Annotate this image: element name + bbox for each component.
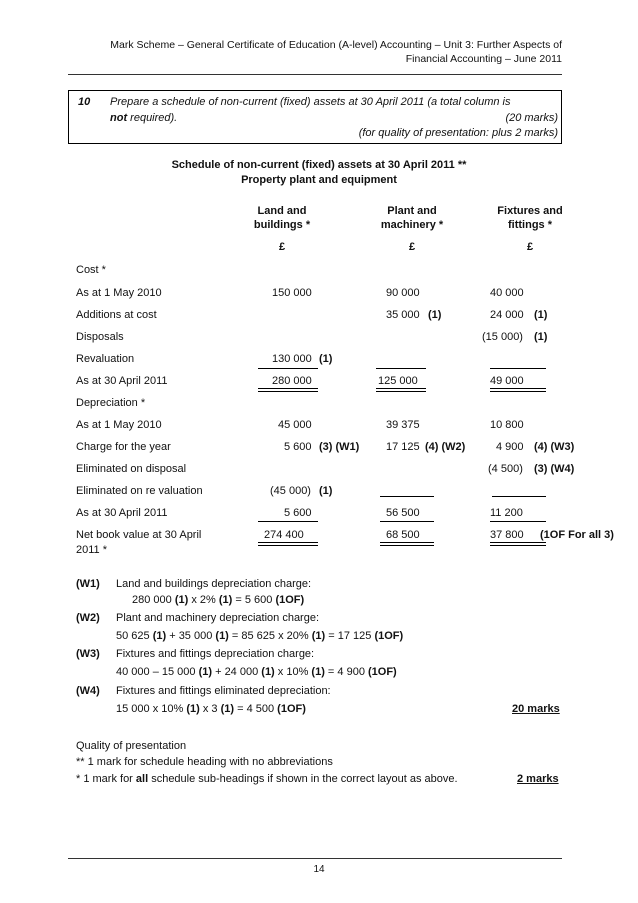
charge-plant-mark: (4) (W2) xyxy=(425,441,466,453)
footer-rule xyxy=(68,858,562,859)
additions-fixtures: 24 000 xyxy=(490,309,524,321)
underline-cost-fixtures xyxy=(490,368,546,369)
nbv-land: 274 400 xyxy=(264,529,304,541)
double-underline-nbv-plant xyxy=(380,542,434,546)
elim-disposal-fixtures: (4 500) xyxy=(488,463,523,475)
working-1-mark: (1OF) xyxy=(275,594,305,606)
working-2-calc-part: + 35 000 xyxy=(166,630,216,642)
question-text-line-2-rest: required). xyxy=(127,112,178,124)
working-4-tag: (W4) xyxy=(76,685,100,697)
working-3-mark: (1) xyxy=(311,666,325,678)
question-marks: (20 marks) xyxy=(505,112,558,124)
additions-plant-mark: (1) xyxy=(428,309,442,321)
working-2-mark: (1) xyxy=(215,630,229,642)
working-2-tag: (W2) xyxy=(76,612,100,624)
working-4-mark: (1OF) xyxy=(277,703,306,715)
schedule-title: Schedule of non-current (fixed) assets at 30 April 2011 ** xyxy=(171,159,467,171)
qop-line-2-post: schedule sub-headings if shown in the correct layout as above. xyxy=(148,773,458,785)
underline-dep-fixtures xyxy=(490,521,546,522)
charge-plant: 17 125 xyxy=(386,441,420,453)
underline-cost-plant xyxy=(376,368,426,369)
charge-label: Charge for the year xyxy=(76,441,171,453)
disposals-fixtures: (15 000) xyxy=(482,331,523,343)
col-land-buildings-currency: £ xyxy=(278,241,286,253)
col-land-buildings-line-2: buildings * xyxy=(253,219,311,231)
charge-fixtures-mark: (4) (W3) xyxy=(534,441,575,453)
running-header-line-2: Financial Accounting – June 2011 xyxy=(405,53,562,65)
revaluation-land-mark: (1) xyxy=(319,353,333,365)
working-2-calc-part: = 85 625 x 20% xyxy=(228,630,312,642)
elim-disposal-fixtures-mark: (3) (W4) xyxy=(534,463,575,475)
qop-line-1: ** 1 mark for schedule heading with no abbreviations xyxy=(76,756,333,768)
working-1-mark: (1) xyxy=(174,594,189,606)
question-text-line-1: Prepare a schedule of non-current (fixed) assets at 30 April 2011 (a total column is xyxy=(110,96,511,108)
underline-cost-land xyxy=(258,368,318,369)
double-underline-cost-fixtures xyxy=(490,388,546,392)
question-number: 10 xyxy=(78,96,91,108)
working-1-mark: (1) xyxy=(218,594,233,606)
col-fixtures-fittings-line-1: Fixtures and xyxy=(497,205,563,217)
disposals-fixtures-mark: (1) xyxy=(534,331,548,343)
depreciation-heading: Depreciation * xyxy=(76,397,146,409)
col-plant-machinery-currency: £ xyxy=(408,241,416,253)
total-marks: 20 marks xyxy=(512,703,560,715)
cost-opening-fixtures: 40 000 xyxy=(490,287,524,299)
working-3-calc xyxy=(116,666,397,678)
working-3-calc-part: = 4 900 xyxy=(324,666,368,678)
cost-closing-land: 280 000 xyxy=(272,375,312,387)
working-4-mark: (1) xyxy=(186,703,200,715)
qop-line-2 xyxy=(76,773,458,785)
dep-opening-fixtures: 10 800 xyxy=(490,419,524,431)
working-2-calc xyxy=(116,630,403,642)
cost-opening-label: As at 1 May 2010 xyxy=(76,287,162,299)
cost-closing-plant: 125 000 xyxy=(378,375,418,387)
charge-land-mark: (3) (W1) xyxy=(319,441,360,453)
cost-opening-land: 150 000 xyxy=(272,287,312,299)
cost-opening-plant: 90 000 xyxy=(386,287,420,299)
col-fixtures-fittings-line-2: fittings * xyxy=(508,219,552,231)
working-2-mark: (1) xyxy=(311,630,326,642)
charge-land: 5 600 xyxy=(284,441,312,453)
header-rule xyxy=(68,74,562,75)
dep-closing-land: 5 600 xyxy=(284,507,312,519)
working-1-calc-part: = 5 600 xyxy=(232,594,276,606)
revaluation-land: 130 000 xyxy=(272,353,312,365)
underline-elim-fixtures xyxy=(492,496,546,497)
charge-fixtures: 4 900 xyxy=(496,441,524,453)
working-4-calc xyxy=(116,703,306,715)
nbv-plant: 68 500 xyxy=(386,529,420,541)
page-number: 14 xyxy=(313,864,325,875)
working-3-calc-part: x 10% xyxy=(274,666,312,678)
question-text-line-2 xyxy=(110,112,177,124)
working-1-title: Land and buildings depreciation charge: xyxy=(116,578,312,590)
nbv-label-line-2: 2011 * xyxy=(76,544,107,556)
underline-dep-land xyxy=(258,521,318,522)
revaluation-label: Revaluation xyxy=(76,353,135,365)
working-1-calc xyxy=(132,594,304,606)
working-3-mark: (1OF) xyxy=(368,666,397,678)
dep-opening-label: As at 1 May 2010 xyxy=(76,419,162,431)
disposals-label: Disposals xyxy=(76,331,124,343)
working-2-mark: (1) xyxy=(152,630,167,642)
qop-heading: Quality of presentation xyxy=(76,740,187,752)
qop-line-2-pre: * 1 mark for xyxy=(76,773,136,785)
working-4-mark: (1) xyxy=(220,703,235,715)
dep-closing-fixtures: 11 200 xyxy=(490,507,523,519)
working-2-title: Plant and machinery depreciation charge: xyxy=(116,612,320,624)
col-fixtures-fittings-currency: £ xyxy=(526,241,534,253)
col-plant-machinery-line-1: Plant and xyxy=(387,205,437,217)
col-land-buildings-line-1: Land and xyxy=(257,205,307,217)
working-4-calc-part: x 3 xyxy=(199,703,221,715)
qop-all-emphasis: all xyxy=(135,773,149,785)
elim-reval-label: Eliminated on re valuation xyxy=(76,485,203,497)
cost-heading: Cost * xyxy=(76,264,106,276)
cost-closing-fixtures: 49 000 xyxy=(490,375,524,387)
dep-closing-label: As at 30 April 2011 xyxy=(76,507,168,519)
question-qop-marks: (for quality of presentation: plus 2 marks) xyxy=(358,127,558,139)
working-1-tag: (W1) xyxy=(76,578,100,590)
working-2-calc-part: = 17 125 xyxy=(325,630,375,642)
working-3-calc-part: 40 000 – 15 000 xyxy=(116,666,199,678)
working-3-mark: (1) xyxy=(261,666,275,678)
working-2-mark: (1OF) xyxy=(374,630,404,642)
underline-dep-plant xyxy=(380,521,434,522)
qop-marks: 2 marks xyxy=(517,773,559,785)
question-not-emphasis: not xyxy=(110,112,128,124)
nbv-fixtures: 37 800 xyxy=(490,529,524,541)
double-underline-nbv-land xyxy=(258,542,318,546)
running-header-line-1: Mark Scheme – General Certificate of Education (A-level) Accounting – Unit 3: Further Aspects of xyxy=(110,39,562,51)
working-3-tag: (W3) xyxy=(76,648,100,660)
working-3-calc-part: + 24 000 xyxy=(212,666,262,678)
elim-reval-land-mark: (1) xyxy=(319,485,333,497)
elim-reval-land: (45 000) xyxy=(270,485,311,497)
col-plant-machinery-line-2: machinery * xyxy=(380,219,444,231)
schedule-subtitle: Property plant and equipment xyxy=(241,174,397,186)
working-1-calc-part: 280 000 xyxy=(132,594,175,606)
cost-closing-label: As at 30 April 2011 xyxy=(76,375,168,387)
working-4-title: Fixtures and fittings eliminated depreciation: xyxy=(116,685,331,697)
dep-opening-plant: 39 375 xyxy=(386,419,420,431)
additions-fixtures-mark: (1) xyxy=(534,309,548,321)
working-4-calc-part: = 4 500 xyxy=(234,703,278,715)
elim-disposal-label: Eliminated on disposal xyxy=(76,463,187,475)
dep-opening-land: 45 000 xyxy=(278,419,312,431)
dep-closing-plant: 56 500 xyxy=(386,507,420,519)
working-3-mark: (1) xyxy=(198,666,213,678)
working-2-calc-part: 50 625 xyxy=(116,630,153,642)
working-1-calc-part: x 2% xyxy=(188,594,219,606)
nbv-label-line-1: Net book value at 30 April xyxy=(76,529,202,541)
working-4-calc-part: 15 000 x 10% xyxy=(116,703,187,715)
double-underline-cost-plant xyxy=(376,388,426,392)
additions-plant: 35 000 xyxy=(386,309,420,321)
double-underline-nbv-fixtures xyxy=(490,542,546,546)
nbv-fixtures-mark: (1OF For all 3) xyxy=(540,529,614,541)
underline-elim-plant xyxy=(380,496,434,497)
working-3-title: Fixtures and fittings depreciation charge: xyxy=(116,648,315,660)
additions-label: Additions at cost xyxy=(76,309,157,321)
double-underline-cost-land xyxy=(258,388,318,392)
